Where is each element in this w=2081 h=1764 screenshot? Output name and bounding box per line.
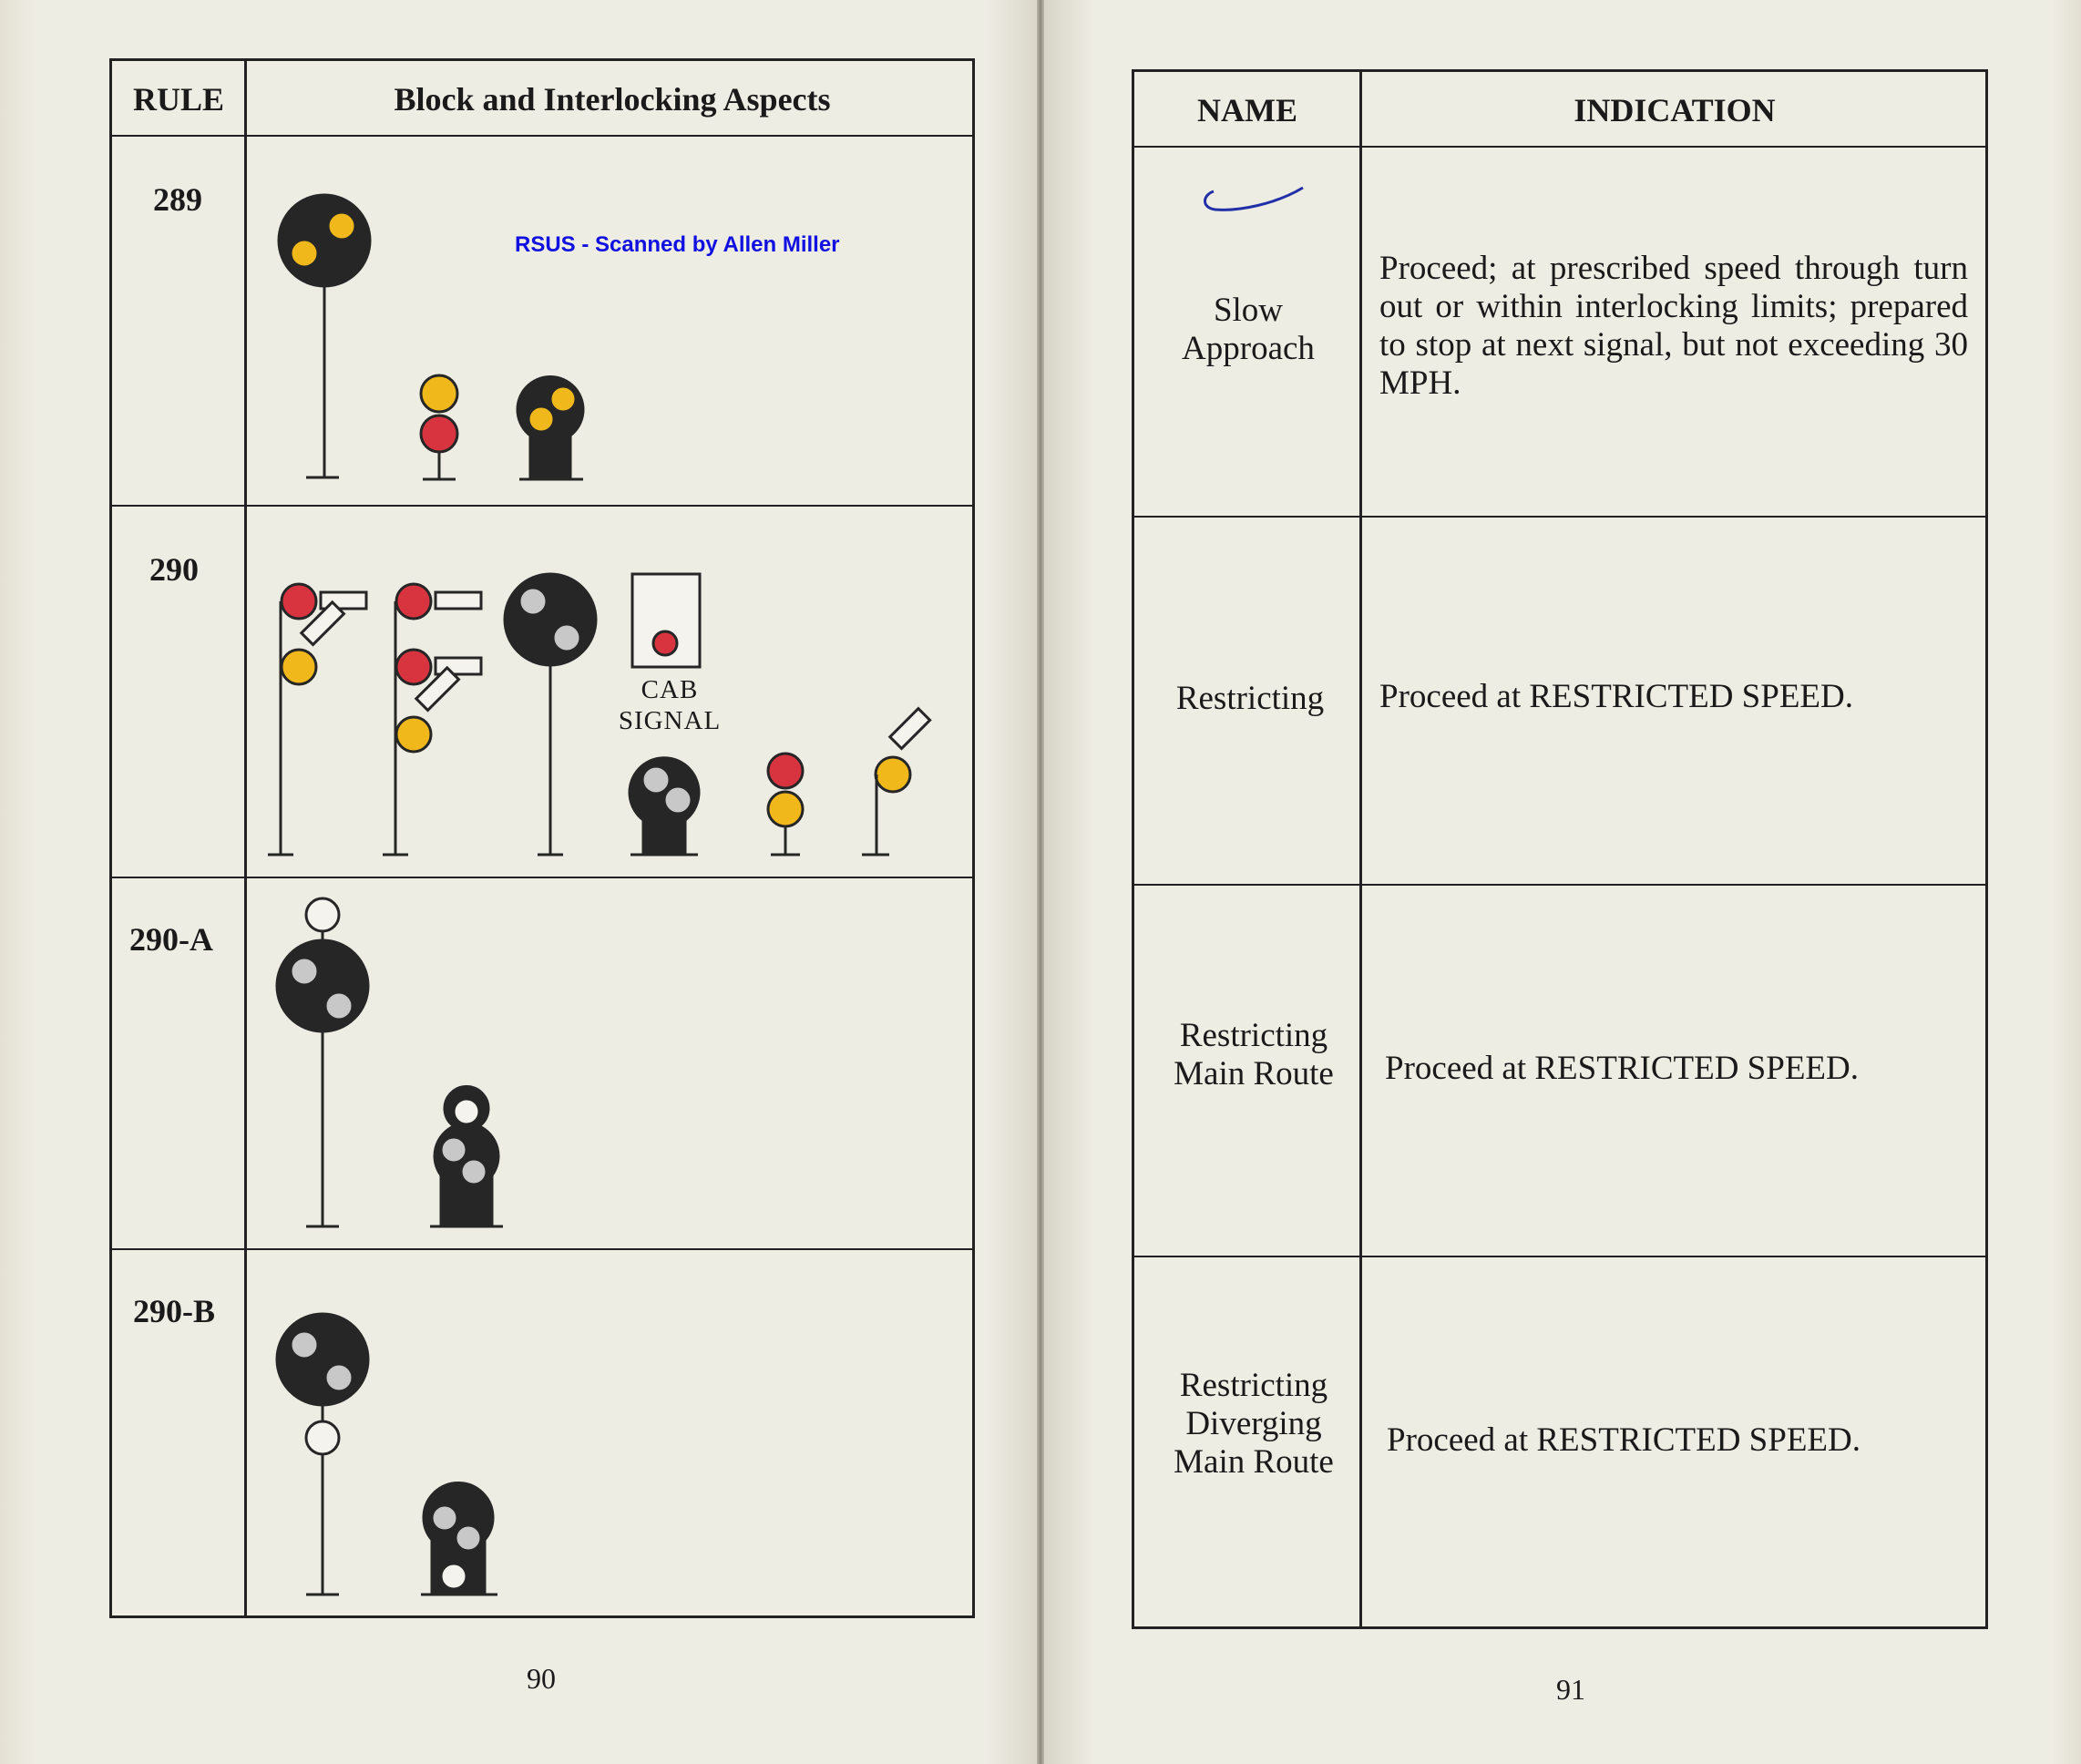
semaphore-signal-icon <box>383 584 481 855</box>
dwarf-color-light-signal-icon <box>768 754 803 855</box>
aspect-name-restricting-main-route: Restricting Main Route <box>1174 1017 1334 1092</box>
cab-signal-label: CAB SIGNAL <box>618 675 722 735</box>
aspect-name-restricting-diverging-main-route: Restricting Diverging Main Route <box>1174 1367 1334 1481</box>
yellow-lamp-icon <box>331 215 353 237</box>
rule-290-a: 290-A <box>129 921 213 958</box>
signal-head-icon <box>279 195 370 286</box>
rule-289: 289 <box>153 181 202 218</box>
indication-restricting-main-route: Proceed at RESTRICTED SPEED. <box>1385 1050 1860 1087</box>
page-number-left: 90 <box>527 1662 556 1695</box>
cab-signal-icon <box>632 574 700 667</box>
page-number-right: 91 <box>1556 1673 1585 1706</box>
indication-restricting-diverging-main-route: Proceed at RESTRICTED SPEED. <box>1387 1421 1861 1459</box>
aspect-name-slow-approach: Slow Approach <box>1182 292 1315 367</box>
position-light-signal-icon <box>277 1314 368 1595</box>
position-light-signal-icon <box>505 574 596 855</box>
rule-header: RULE <box>132 81 225 118</box>
dwarf-position-light-signal-icon <box>630 758 699 855</box>
row-divider <box>1132 516 1988 518</box>
row-divider <box>1132 1256 1988 1257</box>
aspects-header: Block and Interlocking Aspects <box>394 81 831 118</box>
indication-slow-approach: Proceed; at prescribed speed through turn out or within interlocking limits; prepared to stop at next signal, but not exceeding 30 MPH. <box>1379 250 1968 402</box>
indication-table-divider <box>1359 69 1362 1629</box>
searchlight-signal-icon <box>306 273 339 477</box>
dwarf-semaphore-signal-icon <box>862 709 930 855</box>
aspect-name-restricting: Restricting <box>1175 680 1325 717</box>
rule-290: 290 <box>149 551 199 588</box>
dwarf-color-light-signal-icon <box>421 375 457 479</box>
indication-restricting: Proceed at RESTRICTED SPEED. <box>1379 678 1854 715</box>
name-header: NAME <box>1197 92 1297 128</box>
dwarf-position-light-signal-icon <box>430 1087 503 1226</box>
rule-290-b: 290-B <box>133 1293 215 1329</box>
dwarf-position-light-signal-icon <box>421 1482 497 1595</box>
indication-header: INDICATION <box>1574 92 1776 128</box>
yellow-lamp-icon <box>293 242 315 264</box>
row-divider <box>1132 884 1988 886</box>
position-light-signal-icon <box>277 898 368 1226</box>
indication-header-rule <box>1132 146 1988 148</box>
semaphore-signal-icon <box>268 584 366 855</box>
scanner-watermark: RSUS - Scanned by Allen Miller <box>515 232 840 257</box>
dwarf-searchlight-signal-icon <box>518 377 583 479</box>
